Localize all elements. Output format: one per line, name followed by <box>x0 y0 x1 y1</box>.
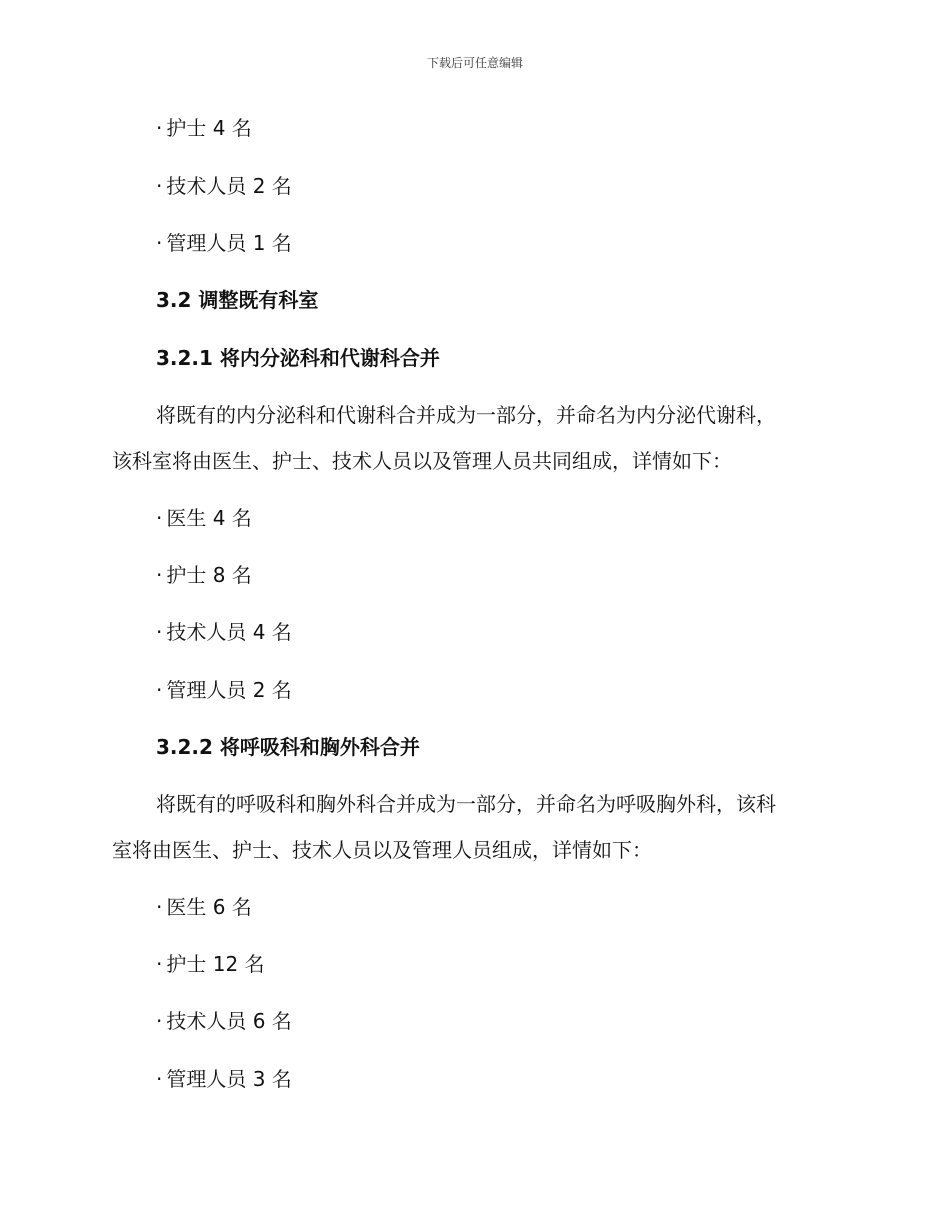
list-item <box>156 950 265 978</box>
list-item-text: 医生 4 名 <box>166 506 252 530</box>
bullet-icon: · <box>156 1067 163 1091</box>
bullet-icon: · <box>156 116 163 140</box>
list-item <box>156 893 252 921</box>
list-item <box>156 676 292 704</box>
header-note: 下载后可任意编辑 <box>426 56 523 70</box>
paragraph-line: 将既有的内分泌科和代谢科合并成为一部分，并命名为内分泌代谢科， <box>156 403 776 427</box>
list-item-text: 医生 6 名 <box>166 895 252 919</box>
list-item <box>156 504 252 532</box>
list-item-text: 护士 12 名 <box>166 952 265 976</box>
list-item <box>156 1065 292 1093</box>
bullet-icon: · <box>156 952 163 976</box>
list-item-text: 管理人员 2 名 <box>166 678 292 702</box>
list-item-text: 管理人员 3 名 <box>166 1067 292 1091</box>
paragraph-line: 室将由医生、护士、技术人员以及管理人员组成，详情如下： <box>112 838 652 862</box>
bullet-icon: · <box>156 895 163 919</box>
section-heading-3-2-1: 3.2.1 将内分泌科和代谢科合并 <box>156 346 440 370</box>
paragraph-line: 该科室将由医生、护士、技术人员以及管理人员共同组成，详情如下： <box>112 449 732 473</box>
list-item <box>156 229 292 257</box>
bullet-icon: · <box>156 563 163 587</box>
list-item <box>156 1007 292 1035</box>
bullet-icon: · <box>156 174 163 198</box>
list-item-text: 技术人员 6 名 <box>166 1009 292 1033</box>
section-heading-3-2-2: 3.2.2 将呼吸科和胸外科合并 <box>156 735 420 759</box>
bullet-icon: · <box>156 506 163 530</box>
list-item-text: 管理人员 1 名 <box>166 231 292 255</box>
paragraph-line: 将既有的呼吸科和胸外科合并成为一部分，并命名为呼吸胸外科，该科 <box>156 792 776 816</box>
bullet-icon: · <box>156 1009 163 1033</box>
list-item <box>156 172 292 200</box>
list-item-text: 技术人员 2 名 <box>166 174 292 198</box>
list-item-text: 技术人员 4 名 <box>166 620 292 644</box>
list-item <box>156 561 252 589</box>
list-item-text: 护士 4 名 <box>166 116 252 140</box>
list-item-text: 护士 8 名 <box>166 563 252 587</box>
list-item <box>156 114 252 142</box>
list-item <box>156 618 292 646</box>
bullet-icon: · <box>156 678 163 702</box>
bullet-icon: · <box>156 231 163 255</box>
bullet-icon: · <box>156 620 163 644</box>
section-heading-3-2: 3.2 调整既有科室 <box>156 288 319 312</box>
